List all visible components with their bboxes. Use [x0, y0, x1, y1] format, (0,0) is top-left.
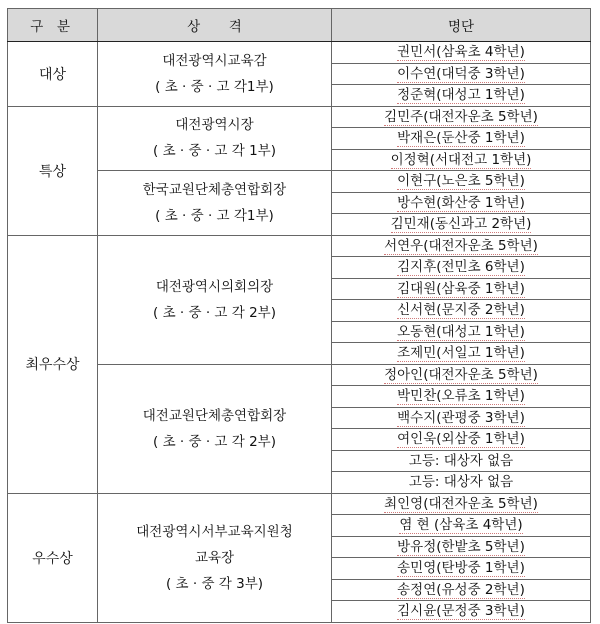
table-row	[8, 106, 591, 128]
org-scope: ( 초 · 중 각 3부)	[165, 575, 264, 592]
category-cell: 우수상	[8, 493, 98, 622]
recipient-cell: 고등: 대상자 없음	[332, 472, 591, 494]
org-name: 대전광역시교육감	[162, 52, 267, 69]
recipient-cell: 김민재(동신과고 2학년)	[332, 214, 591, 236]
org-cell	[98, 171, 332, 236]
recipient-cell: 신서현(문지중 2학년)	[332, 300, 591, 322]
recipient-cell: 김시윤(문정중 3학년)	[332, 601, 591, 623]
recipient-cell: 오동현(대성고 1학년)	[332, 321, 591, 343]
org-name-line2: 교육장	[194, 549, 235, 566]
org-scope: ( 초 · 중 · 고 각1부)	[155, 78, 274, 95]
table-row	[8, 235, 591, 257]
recipient-cell: 조제민(서일고 1학년)	[332, 343, 591, 365]
recipient-cell: 방수현(화산중 1학년)	[332, 192, 591, 214]
org-name: 대전광역시의회의장	[155, 278, 274, 295]
org-name: 대전광역시서부교육지원청	[136, 523, 293, 540]
recipient-cell: 고등: 대상자 없음	[332, 450, 591, 472]
category-cell: 대상	[8, 42, 98, 107]
org-cell	[98, 493, 332, 622]
recipient-cell: 김민주(대전자운초 5학년)	[332, 106, 591, 128]
org-scope: ( 초 · 중 · 고 각1부)	[155, 207, 274, 224]
org-name: 대전광역시장	[175, 117, 254, 134]
awards-table-wrapper	[7, 8, 591, 623]
recipient-cell: 김지후(전민초 6학년)	[332, 257, 591, 279]
header-list: 명단	[332, 9, 591, 42]
org-name: 대전교원단체총연합회장	[142, 407, 287, 424]
recipient-cell: 정준혁(대성고 1학년)	[332, 85, 591, 107]
recipient-cell: 염 현 (삼육초 4학년)	[332, 515, 591, 537]
org-cell	[98, 235, 332, 364]
org-scope: ( 초 · 중 · 고 각 1부)	[153, 143, 276, 160]
recipient-cell: 박재은(둔산중 1학년)	[332, 128, 591, 150]
recipient-cell: 이수연(대덕중 3학년)	[332, 63, 591, 85]
header-category: 구 분	[8, 9, 98, 42]
recipient-cell: 최인영(대전자운초 5학년)	[332, 493, 591, 515]
org-cell	[98, 106, 332, 171]
recipient-cell: 송민영(탄방중 1학년)	[332, 558, 591, 580]
table-row	[8, 493, 591, 515]
org-scope: ( 초 · 중 · 고 각 2부)	[153, 433, 276, 450]
recipient-cell: 정아인(대전자운초 5학년)	[332, 364, 591, 386]
category-cell: 특상	[8, 106, 98, 235]
recipient-cell: 이현구(노은초 5학년)	[332, 171, 591, 193]
org-cell	[98, 364, 332, 493]
recipient-cell: 권민서(삼육초 4학년)	[332, 42, 591, 64]
header-row	[8, 9, 591, 42]
recipient-cell: 여인욱(외삼중 1학년)	[332, 429, 591, 451]
recipient-cell: 서연우(대전자운초 5학년)	[332, 235, 591, 257]
recipient-cell: 송정연(유성중 2학년)	[332, 579, 591, 601]
org-cell	[98, 42, 332, 107]
recipient-cell: 박민찬(오류초 1학년)	[332, 386, 591, 408]
recipient-cell: 이정혁(서대전고 1학년)	[332, 149, 591, 171]
awards-table	[7, 8, 591, 623]
recipient-cell: 김대원(삼육중 1학년)	[332, 278, 591, 300]
header-award: 상 격	[98, 9, 332, 42]
org-scope: ( 초 · 중 · 고 각 2부)	[153, 304, 276, 321]
recipient-cell: 백수지(관평중 3학년)	[332, 407, 591, 429]
category-cell: 최우수상	[8, 235, 98, 493]
org-name: 한국교원단체총연합회장	[142, 181, 287, 198]
recipient-cell: 방유정(한밭초 5학년)	[332, 536, 591, 558]
table-row	[8, 42, 591, 64]
